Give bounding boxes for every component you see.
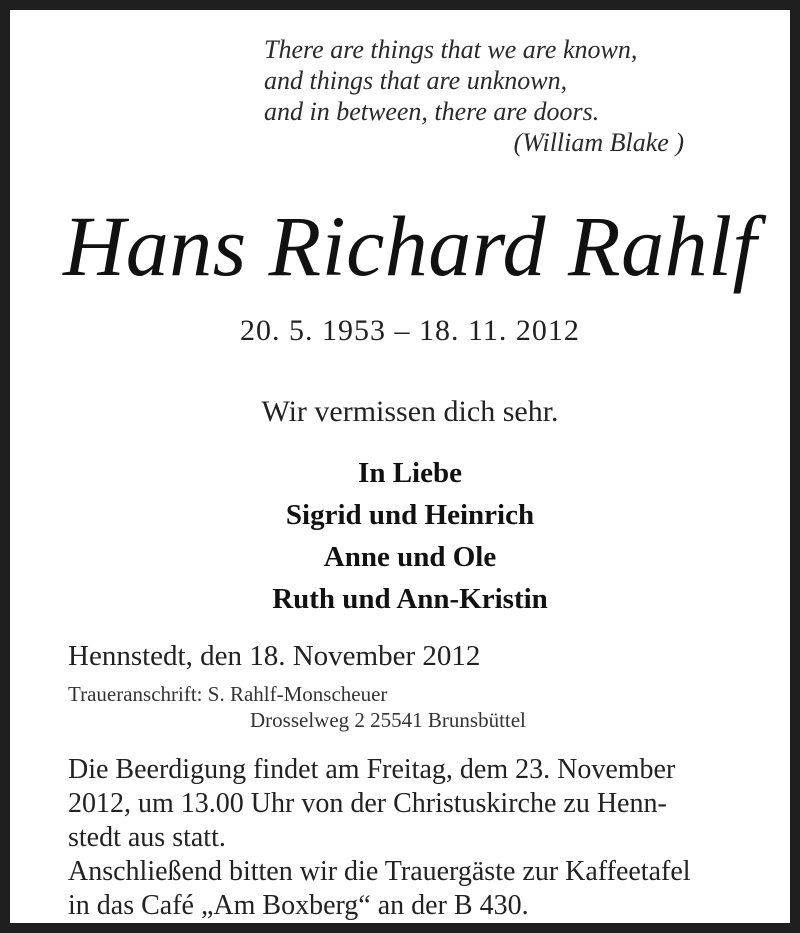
mourning-address — [68, 681, 526, 733]
place-and-date: Hennstedt, den 18. November 2012 — [68, 640, 481, 672]
funeral-line: Die Beerdigung findet am Freitag, dem 23. November — [68, 754, 676, 785]
funeral-line: Anschließend bitten wir die Trauergäste zur Kaffeetafel — [68, 856, 691, 887]
quote-line: There are things that we are known, — [264, 35, 638, 64]
message: Wir vermissen dich sehr. — [261, 395, 559, 428]
family-signatures — [10, 452, 800, 620]
quote-line: and in between, there are doors. — [264, 97, 600, 126]
funeral-line: stedt aus statt. — [68, 822, 226, 853]
deceased-name: Hans Richard Rahlf — [63, 198, 757, 294]
family-line: Sigrid und Heinrich — [285, 499, 535, 531]
life-dates: 20. 5. 1953 – 18. 11. 2012 — [240, 314, 580, 347]
epigraph-quote — [264, 34, 684, 158]
address-street: Drosselweg 2 25541 Brunsbüttel — [250, 708, 526, 732]
funeral-details — [68, 753, 768, 923]
funeral-line: in das Café „Am Boxberg“ an der B 430. — [68, 890, 529, 921]
quote-line: and things that are unknown, — [264, 66, 568, 95]
funeral-line: 2012, um 13.00 Uhr von der Christuskirche zu Henn- — [68, 788, 667, 819]
family-line: Ruth und Ann-Kristin — [272, 583, 548, 615]
family-line: Anne und Ole — [323, 541, 497, 573]
family-line: In Liebe — [358, 457, 462, 489]
address-recipient: Traueranschrift: S. Rahlf-Monscheuer — [68, 682, 388, 706]
quote-author: (William Blake ) — [513, 128, 684, 157]
